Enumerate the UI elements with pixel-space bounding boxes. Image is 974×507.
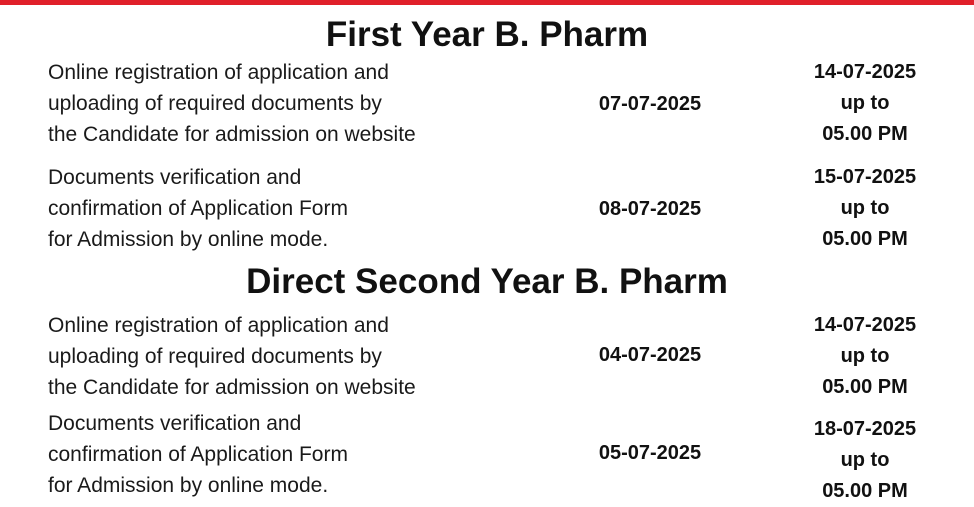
description-line: Documents verification and (48, 166, 302, 189)
end-date-value: 15-07-2025 (813, 166, 917, 188)
start-date: 04-07-2025 (598, 344, 702, 366)
end-date-upto: up to (840, 92, 890, 114)
description-line: the Candidate for admission on website (48, 123, 416, 146)
end-date-upto: up to (840, 197, 890, 219)
description-line: Documents verification and (48, 412, 302, 435)
end-date-value: 14-07-2025 (813, 314, 917, 336)
description-line: Online registration of application and (48, 314, 389, 337)
end-date (780, 310, 950, 403)
description-line: uploading of required documents by (48, 345, 382, 368)
description-line: for Admission by online mode. (48, 228, 329, 251)
end-date (780, 57, 950, 150)
end-date-time: 05.00 PM (822, 376, 908, 398)
row-description (48, 57, 518, 150)
section-title-first-year: First Year B. Pharm (325, 15, 649, 54)
description-line: the Candidate for admission on website (48, 376, 416, 399)
row-description (48, 162, 518, 255)
end-date-time: 05.00 PM (822, 480, 908, 502)
end-date-time: 05.00 PM (822, 228, 908, 250)
description-line: confirmation of Application Form (48, 197, 348, 220)
start-date: 08-07-2025 (598, 198, 702, 220)
end-date (780, 162, 950, 255)
end-date-value: 14-07-2025 (813, 61, 917, 83)
end-date-upto: up to (840, 345, 890, 367)
row-description (48, 310, 518, 403)
row-description (48, 408, 518, 501)
end-date (780, 414, 950, 507)
section-title-direct-second-year: Direct Second Year B. Pharm (246, 262, 728, 301)
description-line: confirmation of Application Form (48, 443, 348, 466)
description-line: Online registration of application and (48, 61, 389, 84)
end-date-upto: up to (840, 449, 890, 471)
start-date: 07-07-2025 (598, 93, 702, 115)
end-date-value: 18-07-2025 (813, 418, 917, 440)
description-line: for Admission by online mode. (48, 474, 329, 497)
top-accent-bar (0, 0, 974, 5)
description-line: uploading of required documents by (48, 92, 382, 115)
start-date: 05-07-2025 (598, 442, 702, 464)
end-date-time: 05.00 PM (822, 123, 908, 145)
